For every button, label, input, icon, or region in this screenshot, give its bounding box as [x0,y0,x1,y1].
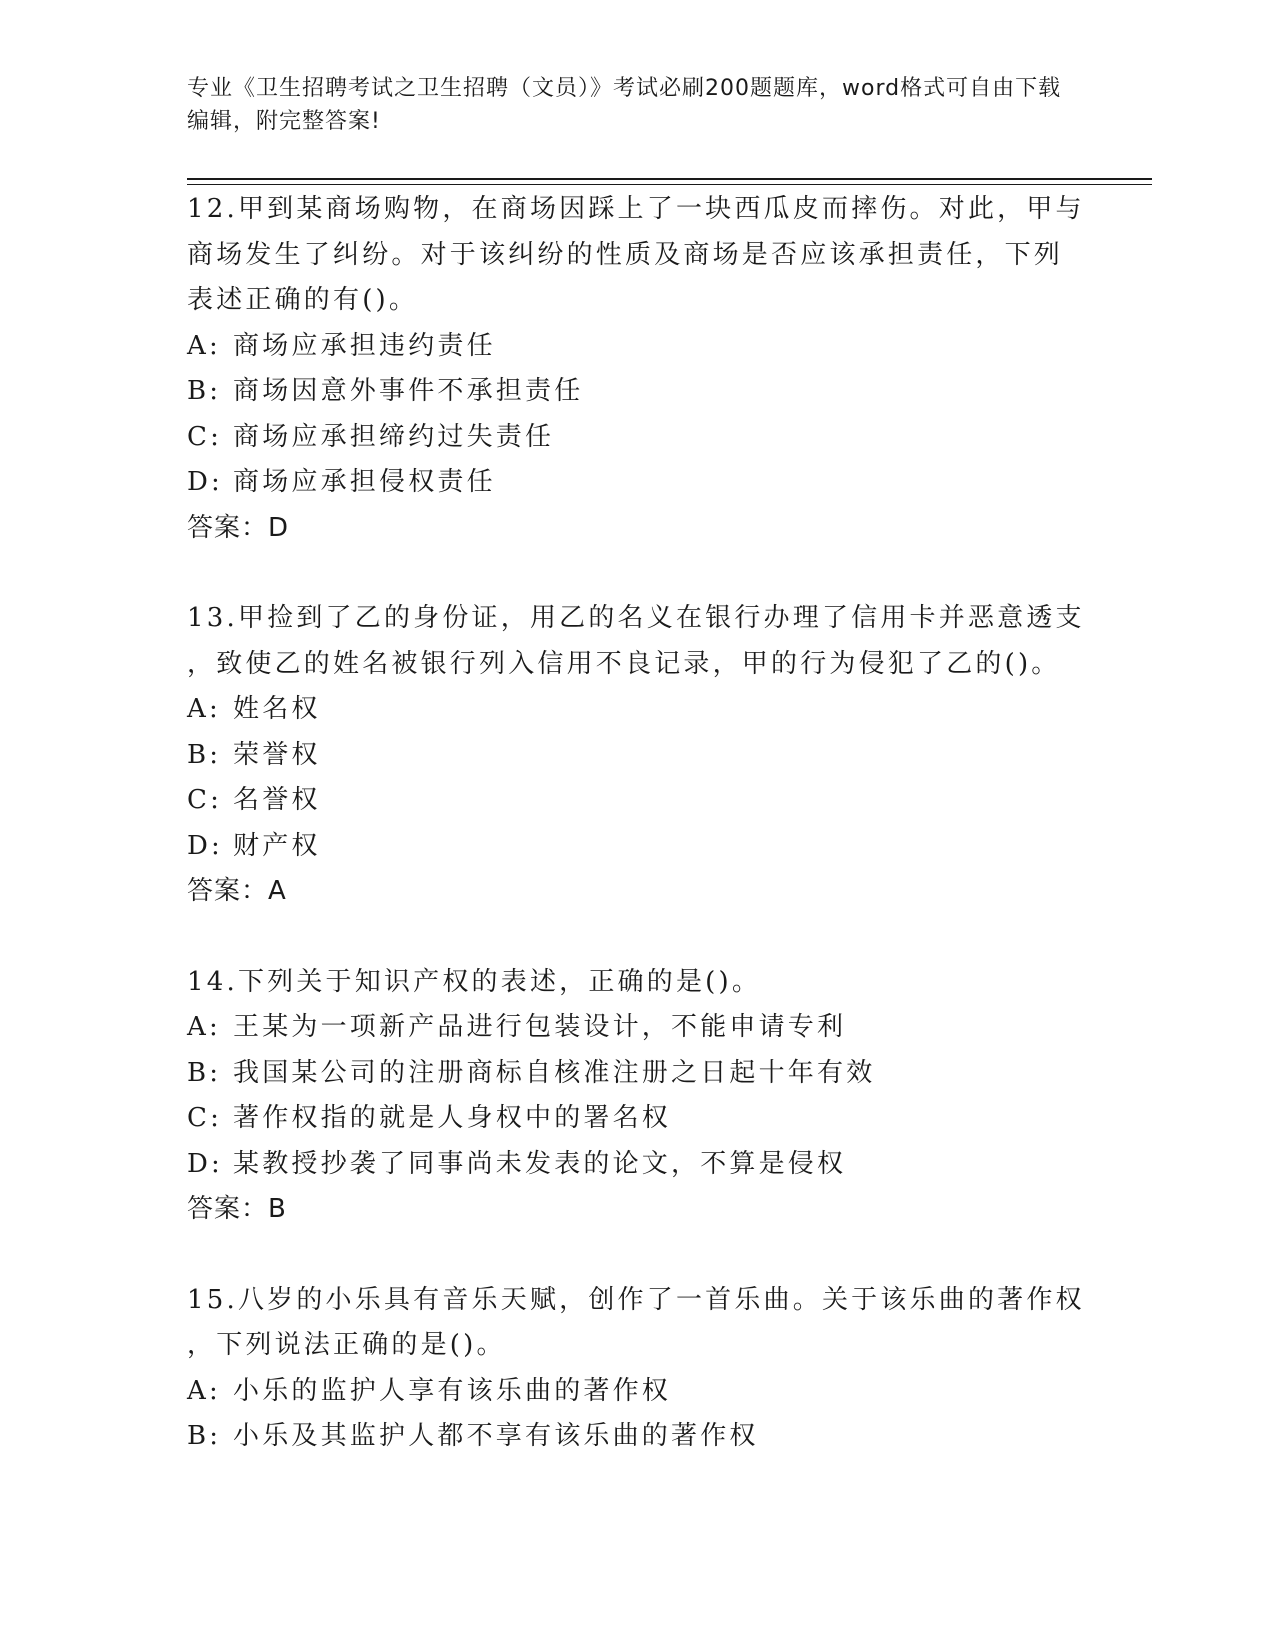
option-letter: D: [187,830,224,861]
option-letter: A: [187,1012,221,1042]
option-letter: C: [187,1103,223,1133]
option-text: 著作权指的就是人身权中的署名权 [233,1103,672,1133]
question-12 [187,187,1087,551]
option-text: 名誉权 [233,785,321,815]
option-b [187,369,1087,415]
question-stem-line: 表述正确的有()。 [187,285,419,315]
option-letter: C: [187,785,223,815]
option-a [187,324,1087,370]
question-13 [187,596,1087,915]
option-letter: B: [187,376,222,406]
option-d [187,824,1087,870]
option-text: 小乐及其监护人都不享有该乐曲的著作权 [233,1421,759,1451]
question-stem-line: 13.甲捡到了乙的身份证，用乙的名义在银行办理了信用卡并恶意透支 [187,603,1085,633]
option-b [187,1414,1087,1460]
option-letter: A: [187,330,221,361]
option-letter: A: [187,1375,221,1406]
option-text: 姓名权 [233,694,321,724]
option-c [187,1096,1087,1142]
option-d [187,1142,1087,1188]
document-header: 专业《卫生招聘考试之卫生招聘（文员）》考试必刷200题题库，word格式可自由下载编辑，附完整答案! [187,76,1062,134]
header-rule-thin [187,184,1152,185]
option-text: 王某为一项新产品进行包装设计，不能申请专利 [233,1012,847,1042]
answer-line: 答案：B [187,1194,287,1224]
option-text: 小乐的监护人享有该乐曲的著作权 [233,1375,672,1406]
option-b [187,1051,1087,1097]
option-text: 我国某公司的注册商标自核准注册之日起十年有效 [233,1057,876,1088]
question-stem-line: 商场发生了纠纷。对于该纠纷的性质及商场是否应该承担责任，下列 [187,239,1064,270]
option-text: 商场应承担缔约过失责任 [233,421,555,452]
option-letter: D: [187,467,224,497]
answer-line: 答案：D [187,512,290,543]
option-letter: C: [187,421,223,452]
question-stem-line: ，致使乙的姓名被银行列入信用不良记录，甲的行为侵犯了乙的()。 [187,648,1061,679]
option-letter: B: [187,1057,222,1088]
option-text: 荣誉权 [233,739,321,770]
option-d [187,460,1087,506]
option-letter: B: [187,1421,222,1451]
answer-line: 答案：A [187,876,287,906]
option-letter: B: [187,739,222,770]
option-text: 商场应承担侵权责任 [233,467,496,497]
question-stem-line: 14.下列关于知识产权的表述，正确的是()。 [187,966,762,997]
option-text: 财产权 [233,830,321,861]
question-stem-line: ，下列说法正确的是()。 [187,1330,506,1360]
question-14 [187,960,1087,1233]
option-a [187,1369,1087,1415]
question-15 [187,1278,1087,1460]
question-list [187,187,1087,1460]
option-text: 商场应承担违约责任 [233,330,496,361]
option-b [187,733,1087,779]
option-c [187,415,1087,461]
header-rule-thick [187,178,1152,180]
option-letter: A: [187,694,221,724]
option-letter: D: [187,1148,224,1179]
option-c [187,778,1087,824]
option-a [187,1005,1087,1051]
question-stem-line: 12.甲到某商场购物，在商场因踩上了一块西瓜皮而摔伤。对此，甲与 [187,194,1085,224]
option-text: 某教授抄袭了同事尚未发表的论文，不算是侵权 [233,1148,847,1179]
option-text: 商场因意外事件不承担责任 [233,376,584,406]
question-stem-line: 15.八岁的小乐具有音乐天赋，创作了一首乐曲。关于该乐曲的著作权 [187,1284,1085,1315]
option-a [187,687,1087,733]
